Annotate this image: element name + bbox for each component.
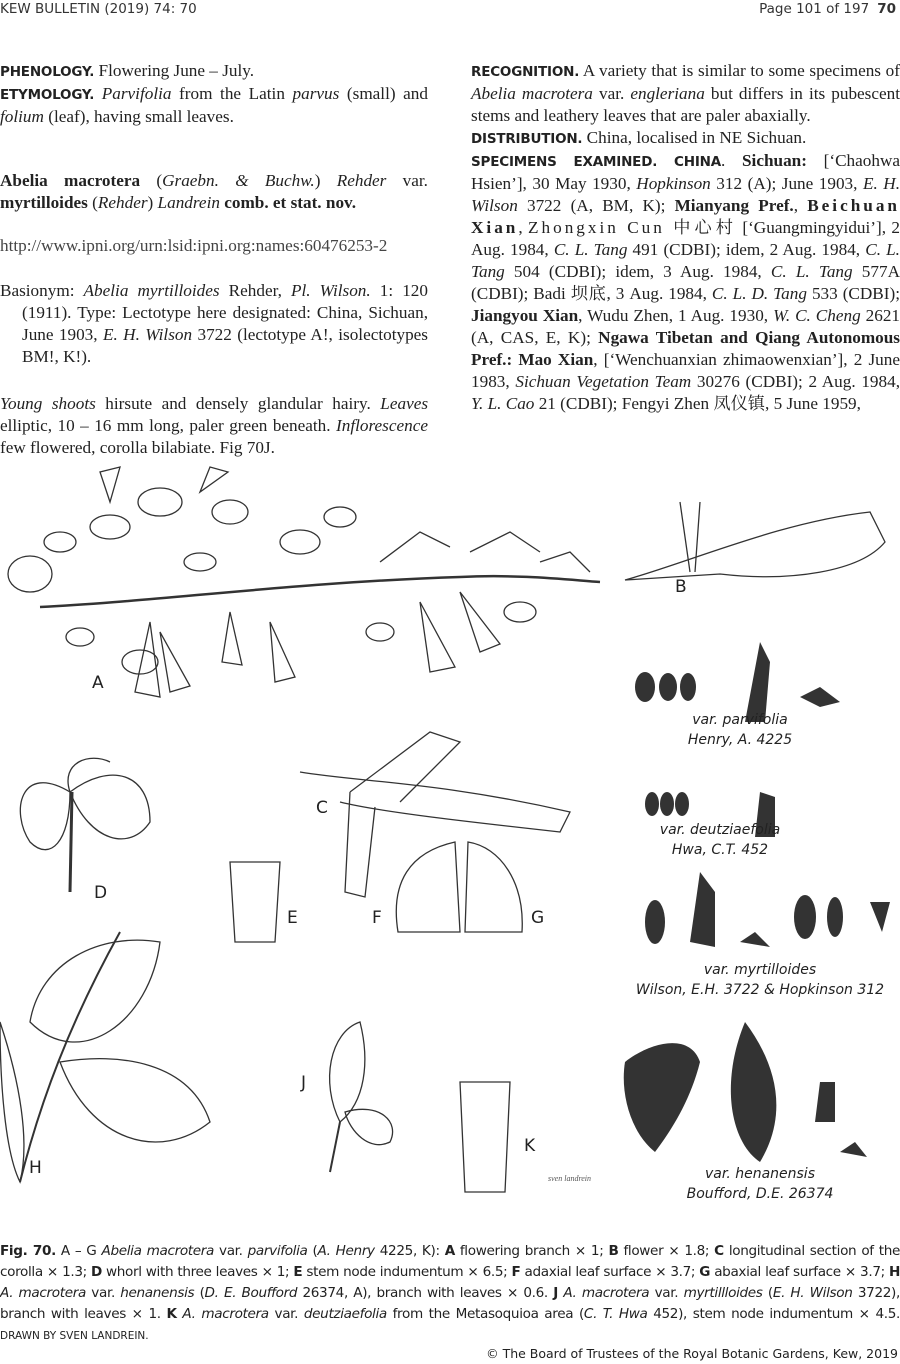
panel-label-f: F <box>372 908 382 928</box>
text-run: 3722 (A, BM, K); <box>517 196 675 215</box>
panel-d-whorl <box>20 758 150 892</box>
text-run: A. macrotera <box>182 1306 269 1322</box>
panel-g-abaxial-surface <box>465 842 522 932</box>
text-run: China, localised in NE Sichuan. <box>582 128 807 147</box>
text-run: myrtillloides <box>683 1285 763 1301</box>
panel-k-stem-node <box>460 1082 510 1192</box>
text-run: ( <box>87 193 98 212</box>
text-run: ETYMOLOGY. <box>0 87 95 103</box>
ipni-link[interactable]: http://www.ipni.org/urn:lsid:ipni.org:names:60476253-2 <box>0 236 388 255</box>
text-run: ( <box>307 1243 318 1259</box>
text-run: Abelia myrtilloides <box>83 281 220 300</box>
text-run: E <box>293 1264 303 1280</box>
variety-voucher: Hwa, C.T. 452 <box>671 842 769 858</box>
text-run: Beichuan Xian <box>471 196 900 237</box>
distribution-paragraph <box>471 127 900 150</box>
variety-name: var. myrtilloides <box>703 962 817 978</box>
text-run <box>94 84 102 103</box>
text-run: Sichuan Vegetation Team <box>515 372 692 391</box>
text-run: Zhongxin Cun 中心村 <box>528 218 737 237</box>
text-run: few flowered, corolla bilabiate. Fig 70J. <box>0 438 275 457</box>
text-run: [‘Chaohwa Hsien’], 30 May 1930, <box>471 151 900 193</box>
text-run: ( <box>762 1285 773 1301</box>
text-run: (leaf), having small leaves. <box>43 107 234 126</box>
text-run: 30276 (CDBI); 2 Aug. 1984, <box>691 372 900 391</box>
text-run: E. H. Wilson <box>471 174 900 215</box>
text-run: J <box>553 1285 558 1301</box>
text-run: 2621 (A, CAS, E, K); <box>471 306 900 347</box>
text-run: W. C. Cheng <box>773 306 861 325</box>
text-run: C. L. D. Tang <box>711 284 807 303</box>
text-run: Basionym: <box>0 281 84 300</box>
text-run: 312 (A); June 1903, <box>710 174 863 193</box>
text-run: H <box>888 1264 900 1280</box>
variety-label <box>630 820 810 860</box>
text-run: Mianyang Pref. <box>674 196 794 215</box>
text-run: A. Henry <box>317 1243 375 1259</box>
text-run: , [‘Wenchuanxian zhimaowenxian’], 2 June 1983, <box>471 350 900 391</box>
text-run: Graebn. & Buchw. <box>162 171 315 190</box>
text-run: 3722 (lectotype A!, isolectotypes BM!, K!). <box>22 325 428 366</box>
panel-label-d: D <box>94 883 108 903</box>
text-run: myrtilloides <box>0 193 88 212</box>
text-run: Abelia macrotera <box>471 84 593 103</box>
variety-name: var. deutziaefolia <box>659 822 781 838</box>
panel-a-flowering-branch <box>8 467 600 697</box>
text-run: 491 (CDBI); idem, 2 Aug. 1984, <box>627 240 866 259</box>
text-run: C. L. Tang <box>553 240 628 259</box>
text-run: Young shoots <box>0 394 96 413</box>
text-run: henanensis <box>120 1285 195 1301</box>
text-run: ) <box>314 171 337 190</box>
journal-citation: KEW BULLETIN (2019) 74: 70 <box>0 1 197 17</box>
text-run: K <box>166 1306 177 1322</box>
text-run: Hopkinson <box>636 174 711 193</box>
page-indicator <box>759 1 896 17</box>
text-run: parvus <box>292 84 340 103</box>
figure-70 <box>0 462 900 1222</box>
text-run: E. H. Wilson <box>772 1285 853 1301</box>
text-run: D. E. Boufford <box>204 1285 298 1301</box>
text-run: 452), stem node indumentum × 4.5. <box>647 1306 900 1322</box>
text-run: A variety that is similar to some specimens of <box>579 61 900 80</box>
text-run: C <box>714 1243 724 1259</box>
text-run: A – G <box>55 1243 102 1259</box>
panel-label-g: G <box>531 908 545 928</box>
left-column <box>0 60 428 459</box>
text-run: flower × 1.8; <box>618 1243 715 1259</box>
text-run: ( <box>194 1285 205 1301</box>
variety-voucher: Boufford, D.E. 26374 <box>686 1186 834 1202</box>
variety-label <box>660 710 820 750</box>
panel-c-corolla-section <box>300 732 570 897</box>
text-run: Inflorescence <box>336 416 428 435</box>
text-run: Rehder <box>97 193 148 212</box>
text-run: SPECIMENS EXAMINED. CHINA <box>471 154 721 170</box>
text-run: D <box>90 1264 102 1280</box>
text-run: B <box>608 1243 619 1259</box>
phenology-paragraph <box>0 60 428 83</box>
text-run: Landrein <box>157 193 220 212</box>
text-run: , <box>793 196 808 215</box>
text-run: whorl with three leaves × 1; <box>101 1264 294 1280</box>
text-run: C. T. Hwa <box>583 1306 648 1322</box>
text-run: Flowering June – July. <box>94 61 255 80</box>
variety-label <box>610 960 900 1000</box>
text-run: ) <box>147 193 158 212</box>
text-run: F <box>511 1264 521 1280</box>
text-run: from the Metasoquioa area ( <box>386 1306 584 1322</box>
text-run: elliptic, 10 – 16 mm long, paler green beneath. <box>0 416 337 435</box>
text-run: var. <box>386 171 428 190</box>
text-run: 577A (CDBI); Badi 坝底, 3 Aug. 1984, <box>471 262 900 303</box>
text-run: 3722), branch with leaves × 1. <box>0 1285 900 1322</box>
text-run: Ngawa Tibetan and Qiang Autonomous Pref.: Mao Xian <box>471 328 900 369</box>
text-run: folium <box>0 107 44 126</box>
text-run: 533 (CDBI); <box>806 284 900 303</box>
panel-f-adaxial-surface <box>396 842 460 932</box>
panel-j-branch <box>330 1022 393 1172</box>
specimens-paragraph <box>471 150 900 415</box>
panel-e-stem-node <box>230 862 280 942</box>
page-of: Page 101 of 197 <box>759 1 870 17</box>
text-run: Sichuan: <box>741 151 807 170</box>
text-run: Rehder <box>336 171 387 190</box>
text-run: A. macrotera <box>0 1285 86 1301</box>
text-run: Jiangyou Xian <box>471 306 579 325</box>
panel-h-branch <box>0 932 210 1182</box>
text-run: A. macrotera <box>563 1285 650 1301</box>
text-run: Pl. Wilson. <box>290 281 371 300</box>
panel-label-h: H <box>29 1158 42 1178</box>
panel-label-e: E <box>287 908 298 928</box>
right-column <box>471 60 900 415</box>
text-run: 1: 120 (1911). Type: Lectotype here designated: China, Sichuan, June 1903, <box>22 281 428 344</box>
text-run: adaxial leaf surface × 3.7; <box>520 1264 700 1280</box>
text-run: var. <box>592 84 631 103</box>
panel-label-b: B <box>675 577 687 597</box>
text-run: deutziaefolia <box>303 1306 387 1322</box>
etymology-paragraph <box>0 83 428 128</box>
text-run: , Wudu Zhen, 1 Aug. 1930, <box>578 306 774 325</box>
text-run: Abelia macrotera <box>0 171 141 190</box>
text-run: . <box>721 151 742 170</box>
text-run: 504 (CDBI); idem, 3 Aug. 1984, <box>504 262 771 281</box>
text-run: 26374, A), branch with leaves × 0.6. <box>297 1285 554 1301</box>
text-run: Parvifolia <box>101 84 172 103</box>
panel-label-j: J <box>301 1073 307 1093</box>
text-run: RECOGNITION. <box>471 64 580 80</box>
text-run: PHENOLOGY. <box>0 64 95 80</box>
text-run: longitudinal section of the corolla × 1.3; <box>0 1243 900 1280</box>
article-number: 70 <box>877 1 896 17</box>
text-run: var. <box>268 1306 304 1322</box>
text-run: [‘Guangmingyidui’], 2 Aug. 1984, <box>471 218 900 259</box>
figure-caption <box>0 1241 900 1347</box>
text-run: stem node indumentum × 6.5; <box>302 1264 512 1280</box>
taxon-heading <box>0 170 428 214</box>
text-run: var. <box>85 1285 121 1301</box>
panel-label-c: C <box>316 798 328 818</box>
text-run: var. <box>214 1243 248 1259</box>
text-run: parvifolia <box>247 1243 308 1259</box>
text-run: but differs in its pubescent stems and leathery leaves that are paler abaxially. <box>471 84 900 125</box>
text-run: G <box>699 1264 711 1280</box>
text-run: , <box>518 218 529 237</box>
text-run: ( <box>140 171 163 190</box>
text-run: C. L. Tang <box>471 240 900 281</box>
text-run: 21 (CDBI); Fengyi Zhen 凤仪镇, 5 June 1959, <box>534 394 861 413</box>
variety-voucher: Henry, A. 4225 <box>687 732 793 748</box>
text-run: Fig. 70. <box>0 1243 56 1259</box>
recognition-paragraph <box>471 60 900 127</box>
text-run: flowering branch × 1; <box>454 1243 609 1259</box>
text-run: E. H. Wilson <box>102 325 193 344</box>
panel-label-k: K <box>524 1136 536 1156</box>
text-run: Leaves <box>380 394 429 413</box>
text-run: hirsute and densely glandular hairy. <box>95 394 381 413</box>
text-run: Abelia macrotera <box>101 1243 214 1259</box>
text-run: C. L. Tang <box>770 262 853 281</box>
variety-label <box>660 1164 860 1204</box>
text-run: var. <box>649 1285 684 1301</box>
text-run: 4225, K): <box>374 1243 445 1259</box>
text-run: engleriana <box>630 84 705 103</box>
text-run: abaxial leaf surface × 3.7; <box>710 1264 889 1280</box>
variety-voucher: Wilson, E.H. 3722 & Hopkinson 312 <box>635 982 885 998</box>
basionym-paragraph <box>0 280 428 368</box>
variety-name: var. henanensis <box>704 1166 815 1182</box>
text-run: DRAWN BY SVEN LANDREIN. <box>0 1330 149 1342</box>
description-paragraph <box>0 393 428 459</box>
panel-b-flower <box>625 502 885 580</box>
text-run: DISTRIBUTION. <box>471 131 583 147</box>
text-run: from the Latin <box>171 84 293 103</box>
text-run: A <box>444 1243 455 1259</box>
variety-name: var. parvifolia <box>692 712 788 728</box>
text-run: comb. et stat. nov. <box>224 193 356 212</box>
panel-label-a: A <box>92 673 104 693</box>
text-run: Y. L. Cao <box>471 394 535 413</box>
text-run: Rehder, <box>219 281 291 300</box>
text-run: (small) and <box>339 84 428 103</box>
copyright-footer: © The Board of Trustees of the Royal Botanic Gardens, Kew, 2019 <box>486 1346 898 1361</box>
artist-signature: sven landrein <box>548 1174 592 1183</box>
